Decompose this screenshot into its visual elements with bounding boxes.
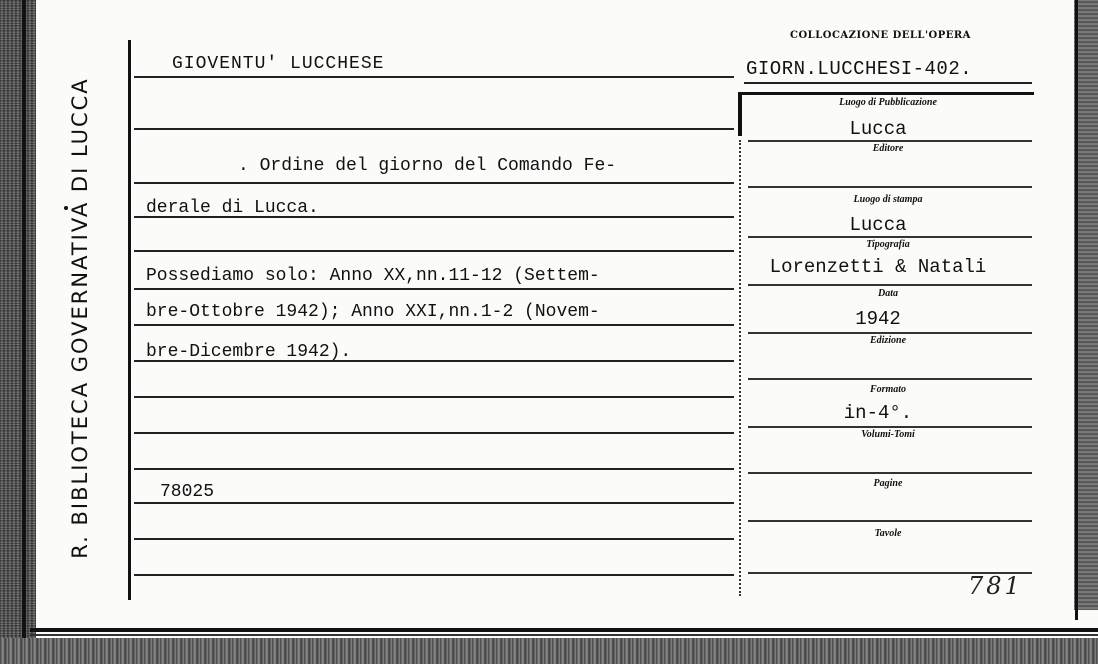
label-edizione: Edizione — [869, 335, 907, 346]
ruled-line — [134, 396, 734, 398]
field-rule — [748, 520, 1032, 522]
panel-top-border — [738, 92, 1034, 95]
label-data: Data — [878, 288, 898, 299]
field-rule — [748, 186, 1032, 188]
label-tipografia: Tipografia — [866, 239, 910, 250]
card-bottom-edge — [30, 628, 1098, 632]
ruled-line — [134, 468, 734, 470]
ruled-line — [134, 288, 734, 290]
label-pagine: Pagine — [873, 478, 903, 489]
value-luogo-stampa: Lucca — [849, 214, 907, 236]
ruled-line — [134, 538, 734, 540]
panel-dotted-border — [739, 140, 741, 596]
holdings-line-1: Possediamo solo: Anno XX,nn.11-12 (Settem- — [146, 266, 600, 286]
shelfmark-underline — [744, 82, 1032, 84]
handwritten-number: 781 — [968, 572, 1023, 600]
card-bottom-edge-shadow — [30, 634, 1098, 636]
value-data: 1942 — [855, 308, 901, 330]
ruled-line — [134, 432, 734, 434]
ruled-line — [134, 182, 734, 184]
scan-edge-line-left — [22, 0, 26, 664]
label-tavole: Tavole — [874, 528, 902, 539]
ruled-line — [134, 76, 734, 78]
card-left-border — [128, 40, 131, 600]
field-rule — [748, 140, 1032, 142]
label-formato: Formato — [869, 384, 907, 395]
institution-label: R. BIBLIOTECA GOVERNATIVA DI LUCCA — [68, 77, 92, 559]
ruled-line — [134, 324, 734, 326]
label-luogo-pubblicazione: Luogo di Pubblicazione — [839, 97, 937, 108]
ruled-line — [134, 250, 734, 252]
ruled-line — [134, 128, 734, 130]
scan-edge-bottom — [0, 638, 1098, 664]
holdings-line-3: bre-Dicembre 1942). — [146, 342, 352, 362]
value-tipografia: Lorenzetti & Natali — [769, 256, 987, 278]
description-line-1: . Ordine del giorno del Comando Fe- — [238, 156, 617, 176]
ruled-line — [134, 502, 734, 504]
inventory-number: 78025 — [160, 482, 215, 502]
label-volumi: Volumi-Tomi — [861, 429, 915, 440]
scan-edge-line-right — [1075, 0, 1078, 620]
collocation-header: COLLOCAZIONE DELL'OPERA — [790, 30, 971, 41]
field-rule — [748, 378, 1032, 380]
field-rule — [748, 332, 1032, 334]
value-luogo-pubblicazione: Lucca — [849, 118, 907, 140]
value-formato: in-4°. — [843, 402, 913, 424]
label-luogo-stampa: Luogo di stampa — [853, 194, 923, 205]
shelfmark: GIORN.LUCCHESI-402. — [746, 58, 973, 80]
field-rule — [748, 236, 1032, 238]
field-rule — [748, 426, 1032, 428]
label-editore: Editore — [872, 143, 904, 154]
field-rule — [748, 284, 1032, 286]
description-line-2: derale di Lucca. — [146, 198, 319, 218]
ruled-line — [134, 574, 734, 576]
field-rule — [748, 472, 1032, 474]
card-title: GIOVENTU' LUCCHESE — [172, 54, 385, 74]
scan-edge-left — [0, 0, 36, 664]
holdings-line-2: bre-Ottobre 1942); Anno XXI,nn.1-2 (Novem- — [146, 302, 600, 322]
